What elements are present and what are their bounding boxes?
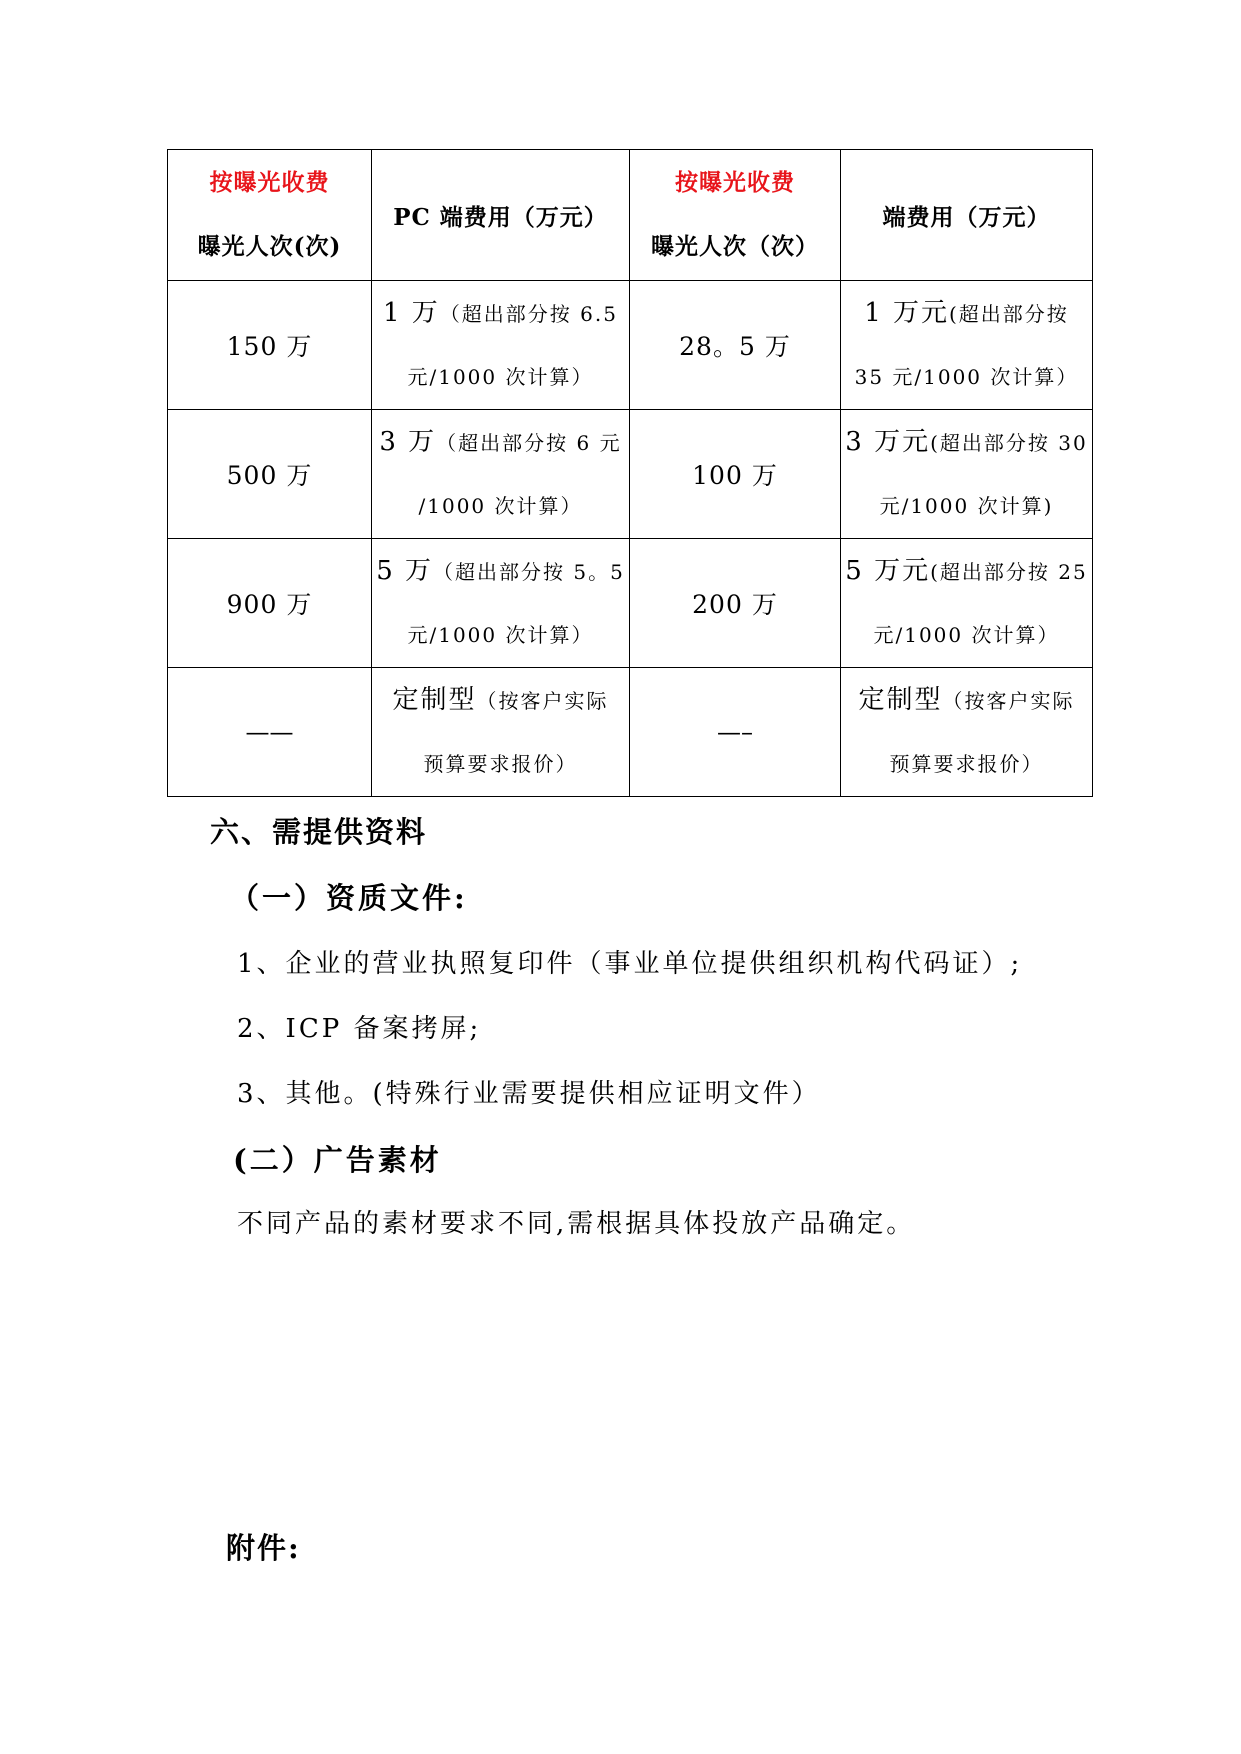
impressions-value: 150 万 <box>226 332 313 361</box>
header-exposure-count-label-2: 曝光人次（次） <box>651 233 819 260</box>
impressions-value: 28。5 万 <box>679 332 791 361</box>
cost-note: (超出部分按 25 <box>930 560 1088 584</box>
impressions-cell <box>630 410 841 539</box>
attachment-label: 附件: <box>226 1531 301 1565</box>
subsection-heading-ad-materials: (二）广告素材 <box>233 1143 442 1177</box>
table-row <box>168 668 1093 797</box>
impressions-cell <box>168 668 372 797</box>
table-row <box>168 539 1093 668</box>
cost-main: 3 万元 <box>845 427 931 457</box>
cost-note: （按客户实际 <box>476 689 609 713</box>
header-cell-mobile-cost <box>841 150 1093 281</box>
cost-note: （超出部分按 6.5 <box>439 302 618 326</box>
impressions-cell <box>168 281 372 410</box>
impressions-cell <box>630 281 841 410</box>
ad-materials-paragraph: 不同产品的素材要求不同,需根据具体投放产品确定。 <box>237 1209 916 1239</box>
cost-main: 5 万 <box>376 556 433 586</box>
impressions-cell <box>168 410 372 539</box>
cost-main: 定制型 <box>392 685 477 715</box>
header-mobile-cost-label: 端费用（万元） <box>882 203 1051 231</box>
pc-cost-cell <box>372 410 630 539</box>
cost-note-line2: 预算要求报价） <box>423 752 578 776</box>
table-header-row <box>168 150 1093 281</box>
impressions-value: —— <box>245 718 294 746</box>
cost-note-line2: 元/1000 次计算） <box>407 623 594 647</box>
header-charge-by-exposure-label-2: 按曝光收费 <box>675 169 795 196</box>
cost-note-line2: /1000 次计算） <box>418 494 583 518</box>
mobile-cost-cell <box>841 410 1093 539</box>
impressions-value: 900 万 <box>226 590 313 619</box>
cost-main: 3 万 <box>379 427 437 457</box>
subsection-heading-qualifications: （一）资质文件: <box>230 881 468 915</box>
impressions-value: 100 万 <box>692 461 778 490</box>
impressions-cell <box>630 668 841 797</box>
cost-note-line2: 35 元/1000 次计算） <box>854 365 1079 389</box>
pc-cost-cell <box>372 281 630 410</box>
header-cell-pc-impressions <box>168 150 372 281</box>
table-row <box>168 281 1093 410</box>
cost-note-line2: 元/1000 次计算) <box>879 494 1054 518</box>
impressions-cell <box>630 539 841 668</box>
cost-note-line2: 元/1000 次计算） <box>407 365 594 389</box>
pc-cost-cell <box>372 668 630 797</box>
cost-main: 1 万元 <box>864 298 949 328</box>
header-pc-cost-label: PC 端费用（万元） <box>393 203 608 231</box>
list-item: 2、ICP 备案拷屏; <box>237 1014 482 1044</box>
mobile-cost-cell <box>841 668 1093 797</box>
section-heading: 六、需提供资料 <box>210 815 428 849</box>
mobile-cost-cell <box>841 281 1093 410</box>
pricing-table <box>167 149 1093 797</box>
cost-main: 1 万 <box>383 298 440 328</box>
list-item: 1、企业的营业执照复印件（事业单位提供组织机构代码证）; <box>237 949 1023 979</box>
header-cell-mobile-impressions <box>630 150 841 281</box>
cost-note-line2: 预算要求报价） <box>889 752 1044 776</box>
impressions-value: —– <box>717 718 753 746</box>
header-cell-pc-cost <box>372 150 630 281</box>
cost-main: 5 万元 <box>845 556 931 586</box>
impressions-value: 500 万 <box>226 461 313 490</box>
header-charge-by-exposure-label: 按曝光收费 <box>209 169 330 196</box>
impressions-cell <box>168 539 372 668</box>
header-exposure-count-label: 曝光人次(次) <box>197 233 342 260</box>
cost-note: (超出部分按 <box>949 302 1069 326</box>
cost-main: 定制型 <box>858 685 943 715</box>
list-item: 3、其他。(特殊行业需要提供相应证明文件） <box>237 1079 821 1109</box>
cost-note: (超出部分按 30 <box>930 431 1088 455</box>
cost-note: （按客户实际 <box>942 689 1075 713</box>
mobile-cost-cell <box>841 539 1093 668</box>
cost-note: （超出部分按 5。5 <box>433 560 625 584</box>
pc-cost-cell <box>372 539 630 668</box>
table-row <box>168 410 1093 539</box>
cost-note: （超出部分按 6 元 <box>436 431 622 455</box>
impressions-value: 200 万 <box>692 590 778 619</box>
cost-note-line2: 元/1000 次计算） <box>873 623 1060 647</box>
